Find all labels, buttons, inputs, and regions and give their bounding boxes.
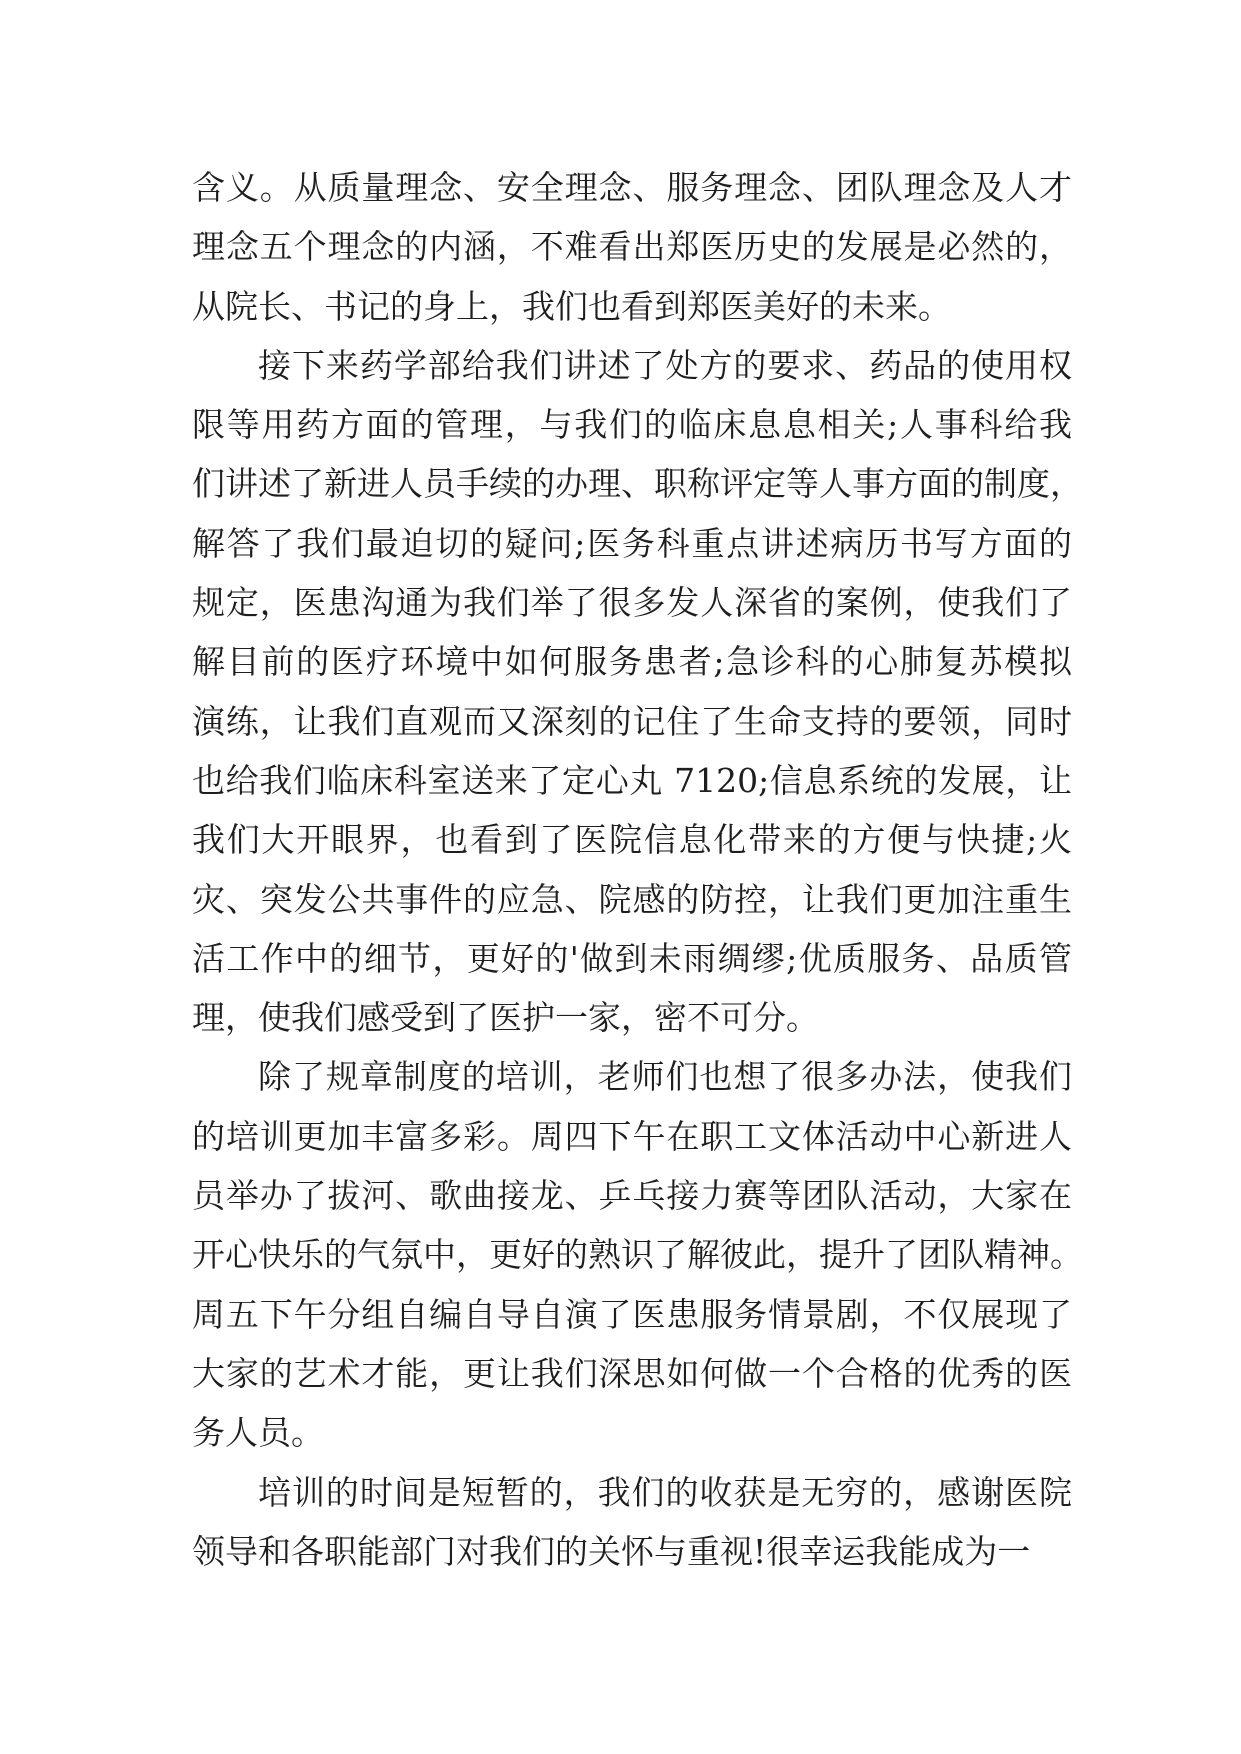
text-line: 含义。从质量理念、安全理念、服务理念、团队理念及人才 [192,168,1072,207]
text-line: 限等用药方面的管理，与我们的临床息息相关;人事科给我 [192,405,1072,445]
text-line: 接下来药学部给我们讲述了处方的要求、药品的使用权 [258,345,1072,385]
text-line: 培训的时间是短暂的，我们的收获是无穷的，感谢医院 [258,1472,1072,1512]
text-line: 也给我们临床科室送来了定心丸 7120;信息系统的发展，让 [192,760,1072,800]
text-line: 们讲述了新进人员手续的办理、职称评定等人事方面的制度， [192,464,1083,504]
body-text [192,158,1083,1581]
text-line: 演练，让我们直观而又深刻的记住了生命支持的要领，同时 [192,701,1072,741]
text-line: 灾、突发公共事件的应急、院感的防控，让我们更加注重生 [192,879,1072,919]
text-line: 解目前的医疗环境中如何服务患者;急诊科的心肺复苏模拟 [192,642,1072,682]
text-line: 除了规章制度的培训，老师们也想了很多办法，使我们 [258,1057,1072,1097]
text-line: 活工作中的细节，更好的'做到未雨绸缪;优质服务、品质管 [192,938,1072,978]
text-line: 周五下午分组自编自导自演了医患服务情景剧，不仅展现了 [192,1294,1072,1334]
text-line: 的培训更加丰富多彩。周四下午在职工文体活动中心新进人 [192,1116,1072,1156]
text-line: 规定，医患沟通为我们举了很多发人深省的案例，使我们了 [192,583,1072,623]
text-line: 领导和各职能部门对我们的关怀与重视!很幸运我能成为一 [192,1531,1031,1571]
text-line: 理，使我们感受到了医护一家，密不可分。 [192,998,819,1038]
text-line: 员举办了拔河、歌曲接龙、乒乓接力赛等团队活动，大家在 [192,1176,1072,1216]
text-line: 开心快乐的气氛中，更好的熟识了解彼此，提升了团队精神。 [192,1235,1083,1275]
text-line: 从院长、书记的身上，我们也看到郑医美好的未来。 [192,286,951,326]
text-line: 大家的艺术才能，更让我们深思如何做一个合格的优秀的医 [192,1353,1072,1393]
text-line: 务人员。 [192,1413,324,1453]
text-line: 理念五个理念的内涵，不难看出郑医历史的发展是必然的， [192,227,1072,267]
text-line: 解答了我们最迫切的疑问;医务科重点讲述病历书写方面的 [192,523,1072,563]
text-line: 我们大开眼界，也看到了医院信息化带来的方便与快捷;火 [192,820,1072,860]
